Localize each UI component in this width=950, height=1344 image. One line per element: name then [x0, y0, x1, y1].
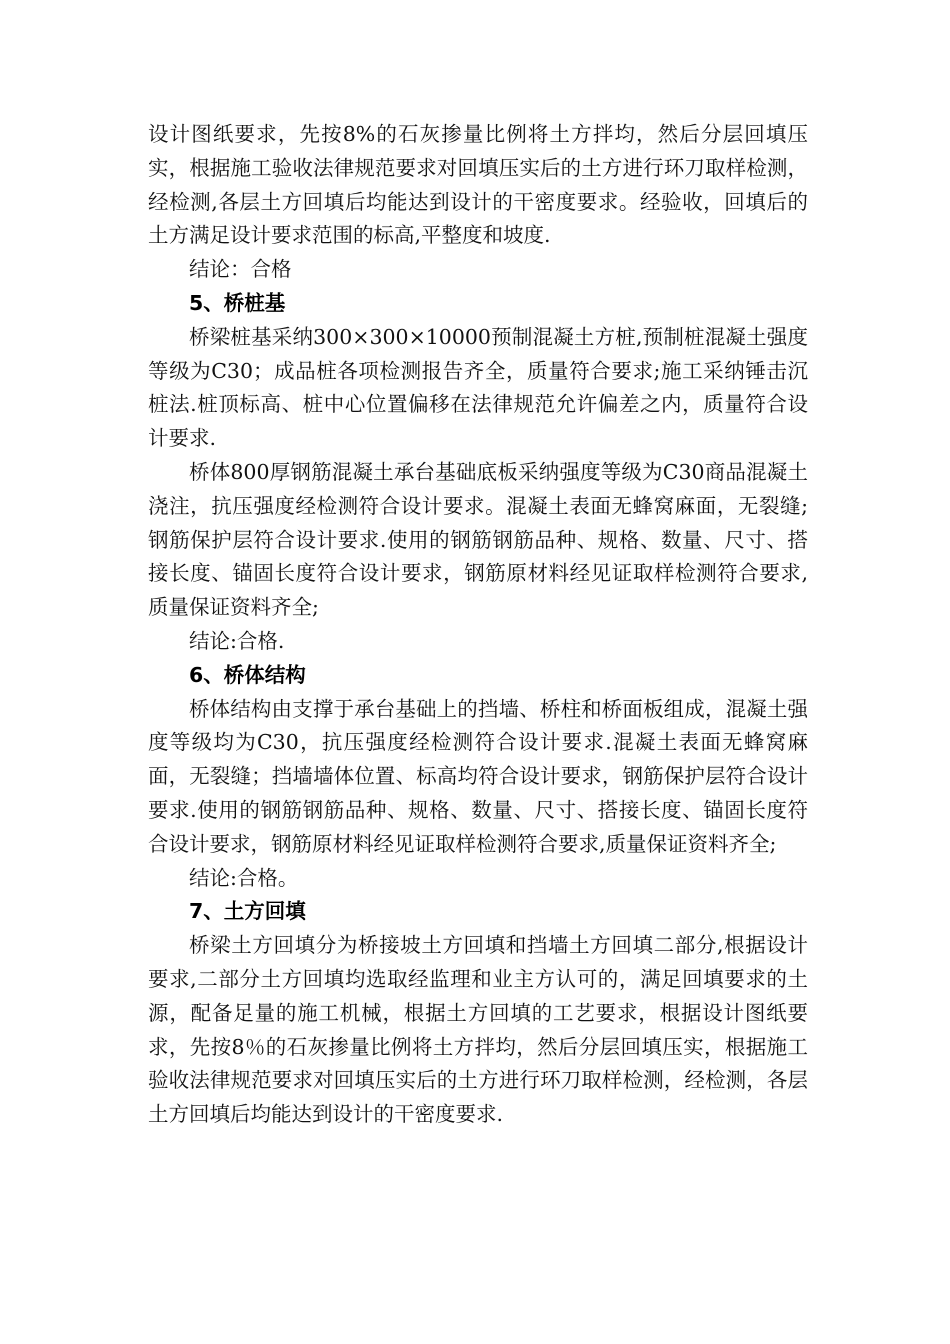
paragraph-pile-foundation: 桥梁桩基采纳300×300×10000预制混凝土方桩,预制桩混凝土强度等级为C30；成品桩各项检测报告齐全，质量符合要求;施工采纳锤击沉桩法.桩顶标高、桩中心位置偏移在法律规范允许偏差之内，质量符合设计要求.	[148, 324, 808, 451]
conclusion-backfill: 结论：合格	[189, 257, 292, 282]
paragraph-bridge-structure: 桥体结构由支撑于承台基础上的挡墙、桥柱和桥面板组成，混凝土强度等级均为C30，抗压强度经检测符合设计要求.混凝土表面无蜂窝麻面，无裂缝；挡墙墙体位置、标高均符合设计要求，钢筋保护层符合设计要求.使用的钢筋钢筋品种、规格、数量、尺寸、搭接长度、锚固长度符合设计要求，钢筋原材料经见证取样检测符合要求,质量保证资料齐全;	[148, 696, 808, 856]
paragraph-earth-backfill: 桥梁土方回填分为桥接坡土方回填和挡墙土方回填二部分,根据设计要求,二部分土方回填均选取经监理和业主方认可的，满足回填要求的土源，配备足量的施工机械，根据土方回填的工艺要求，根据设计图纸要求，先按8％的石灰掺量比例将土方拌均，然后分层回填压实，根据施工验收法律规范要求对回填压实后的土方进行环刀取样检测，经检测，各层土方回填后均能达到设计的干密度要求.	[148, 933, 808, 1127]
heading-bridge-structure: 6、桥体结构	[189, 662, 306, 687]
conclusion-bridge-structure: 结论:合格。	[189, 865, 299, 890]
conclusion-pile-foundation: 结论:合格.	[189, 628, 285, 653]
paragraph-backfill-continued: 设计图纸要求，先按8%的石灰掺量比例将土方拌均，然后分层回填压实，根据施工验收法律规范要求对回填压实后的土方进行环刀取样检测，经检测,各层土方回填后均能达到设计的干密度要求。经验收，回填后的土方满足设计要求范围的标高,平整度和坡度.	[148, 122, 808, 248]
heading-bridge-pile-foundation: 5、桥桩基	[189, 290, 286, 315]
document-body	[148, 118, 808, 1132]
paragraph-pile-cap: 桥体800厚钢筋混凝土承台基础底板采纳强度等级为C30商品混凝土浇注，抗压强度经检测符合设计要求。混凝土表面无蜂窝麻面，无裂缝;钢筋保护层符合设计要求.使用的钢筋钢筋品种、规格、数量、尺寸、搭接长度、锚固长度符合设计要求，钢筋原材料经见证取样检测符合要求,质量保证资料齐全;	[148, 459, 808, 620]
heading-earth-backfill: 7、土方回填	[189, 899, 306, 924]
